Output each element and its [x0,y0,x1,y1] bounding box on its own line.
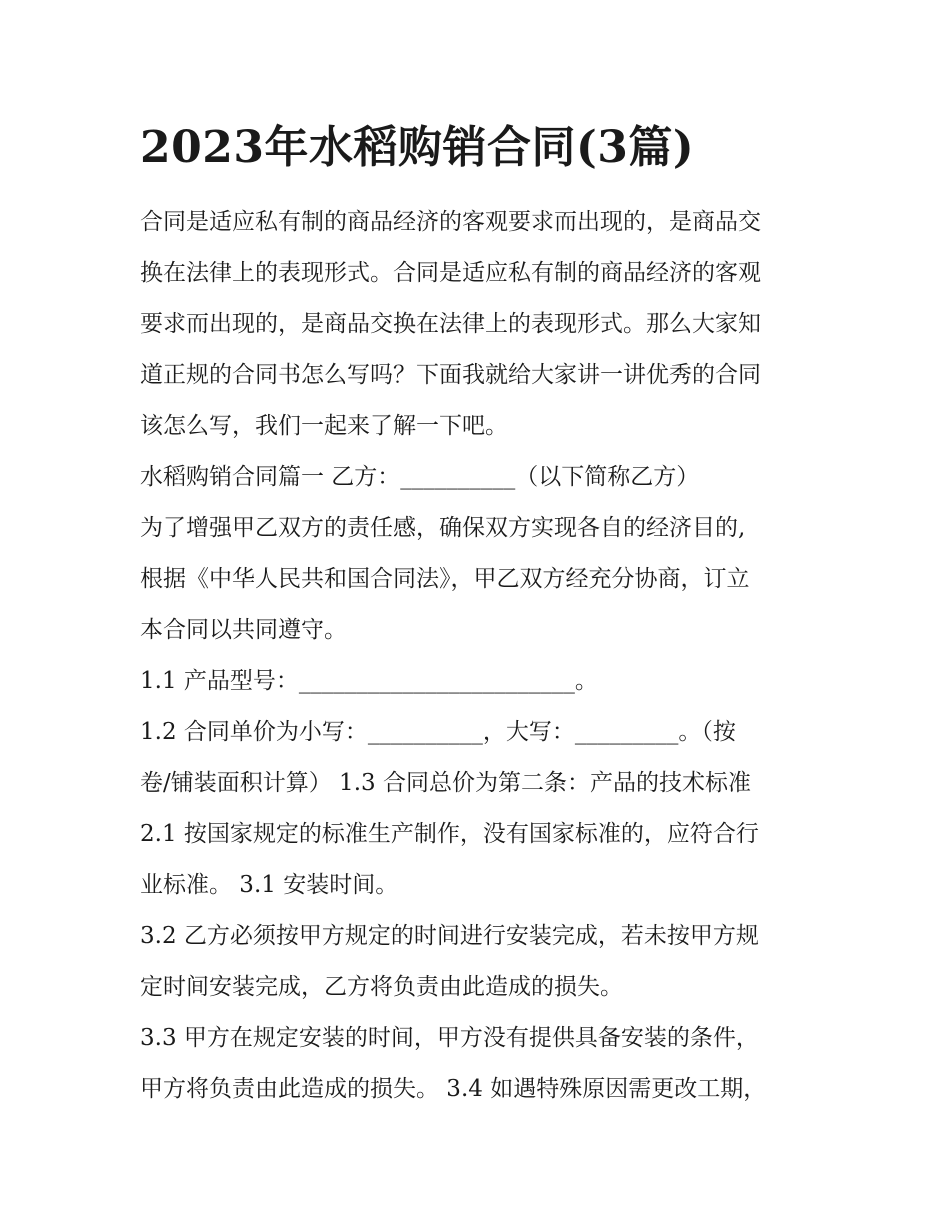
body-line-12: 卷/铺装面积计算） 1.3 合同总价为第二条：产品的技术标准 [140,770,751,796]
body-line-4: 道正规的合同书怎么写吗？下面我就给大家讲一讲优秀的合同 [140,362,761,388]
document-body [140,197,820,1115]
body-line-1: 合同是适应私有制的商品经济的客观要求而出现的，是商品交 [140,209,761,235]
body-line-17: 3.3 甲方在规定安装的时间，甲方没有提供具备安装的条件， [140,1025,759,1051]
body-line-9: 本合同以共同遵守。 [140,617,347,643]
body-line-16: 定时间安装完成，乙方将负责由此造成的损失。 [140,974,623,1000]
body-line-3: 要求而出现的，是商品交换在法律上的表现形式。那么大家知 [140,311,761,337]
body-line-10: 1.1 产品型号：________________________。 [140,668,598,694]
body-line-2: 换在法律上的表现形式。合同是适应私有制的商品经济的客观 [140,260,761,286]
body-line-6: 水稻购销合同篇一 乙方：__________（以下简称乙方） [140,464,700,490]
body-line-11: 1.2 合同单价为小写：__________，大写：_________。（按 [140,719,736,745]
body-line-5: 该怎么写，我们一起来了解一下吧。 [140,413,508,439]
body-line-18: 甲方将负责由此造成的损失。 3.4 如遇特殊原因需更改工期， [140,1076,767,1102]
body-line-13: 2.1 按国家规定的标准生产制作，没有国家标准的，应符合行 [140,821,759,847]
body-line-15: 3.2 乙方必须按甲方规定的时间进行安装完成，若未按甲方规 [140,923,759,949]
body-line-14: 业标准。 3.1 安装时间。 [140,872,399,898]
document-title: 2023年水稻购销合同(3篇) [140,122,695,173]
body-line-7: 为了增强甲乙双方的责任感，确保双方实现各自的经济目的, [140,515,746,541]
body-line-8: 根据《中华人民共和国合同法》，甲乙双方经充分协商，订立 [140,566,750,592]
